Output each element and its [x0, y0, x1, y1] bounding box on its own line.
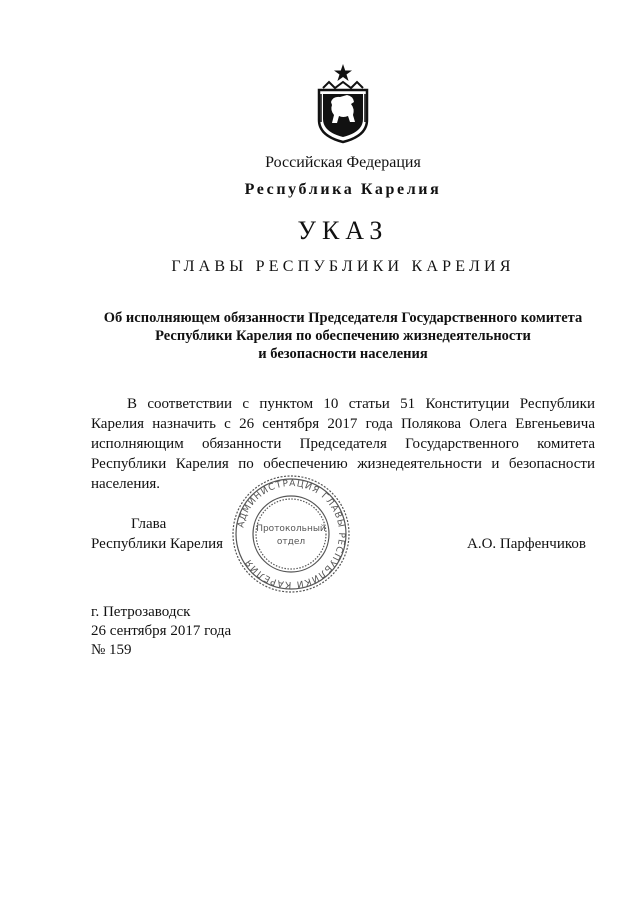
stamp-center-line1: Протокольный [256, 524, 326, 534]
stamp-center-line2: отдел [276, 537, 306, 547]
stamp-ring-text: АДМИНИСТРАЦИЯ ГЛАВЫ РЕСПУБЛИКИ КАРЕЛИЯ [236, 478, 347, 590]
document-subject [80, 309, 606, 363]
issuer-title: ГЛАВЫ РЕСПУБЛИКИ КАРЕЛИЯ [171, 258, 515, 275]
issue-date: 26 сентября 2017 года [91, 623, 232, 639]
official-stamp [221, 474, 361, 594]
body-line: Карелия назначить с 26 сентября 2017 года Полякова Олега Евгеньевича [91, 416, 595, 432]
body-line: Республики Карелия по обеспечению жизнедеятельности и безопасности [91, 456, 595, 472]
issue-city: г. Петрозаводск [91, 604, 191, 620]
subject-line: и безопасности населения [258, 346, 428, 362]
body-line: исполняющим обязанности Председателя Государственного комитета [91, 436, 595, 452]
republic-title: Республика Карелия [244, 181, 442, 198]
subject-line: Об исполняющем обязанности Председателя Государственного комитета [103, 310, 583, 326]
federation-title: Российская Федерация [265, 154, 421, 171]
document-number: № 159 [91, 642, 132, 658]
signer-position-line1: Глава [131, 516, 167, 532]
subject-line: Республики Карелия по обеспечению жизнедеятельности [155, 328, 531, 344]
body-line: В соответствии с пунктом 10 статьи 51 Конституции Республики [127, 396, 595, 412]
document-type: УКАЗ [297, 216, 389, 245]
body-line: населения. [91, 476, 161, 492]
signer-name: А.О. Парфенчиков [467, 536, 586, 552]
signer-position-line2: Республики Карелия [91, 536, 224, 552]
karelia-coat-of-arms-icon [313, 62, 373, 144]
